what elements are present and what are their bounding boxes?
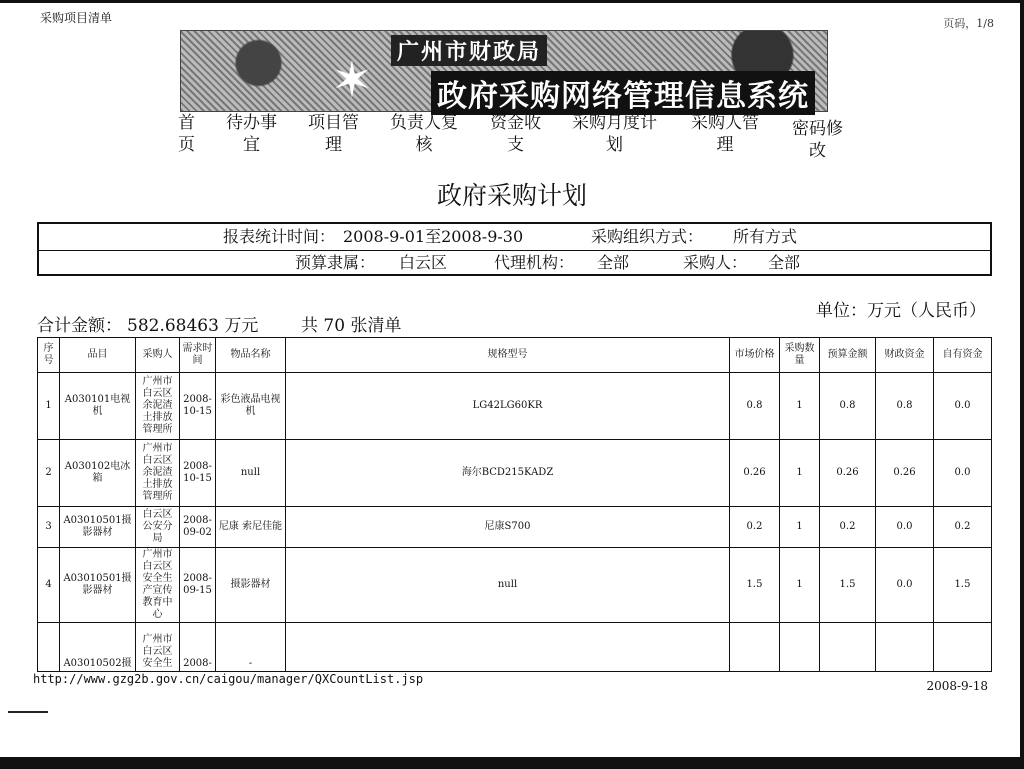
total-label: 合计金额：	[37, 316, 122, 336]
cell-date: 2008-09-02	[180, 507, 216, 548]
scan-border-top	[0, 0, 1024, 3]
document-title: 采购项目清单	[40, 11, 113, 25]
period-label: 报表统计时间：	[223, 227, 336, 246]
cell-item: 彩色液晶电视机	[216, 373, 286, 440]
column-header: 需求时间	[180, 338, 216, 373]
report-criteria	[37, 222, 992, 276]
column-header: 规格型号	[286, 338, 730, 373]
criteria-row-period	[39, 224, 990, 251]
table-row	[38, 623, 992, 672]
cell-price	[730, 623, 780, 672]
cell-date: 2008-10-15	[180, 440, 216, 507]
cell-spec: null	[286, 548, 730, 623]
criteria-row-filters	[39, 250, 990, 276]
cell-qty: 1	[780, 373, 820, 440]
cell-fiscal: 0.0	[876, 507, 934, 548]
cell-buyer: 广州市白云区安全生	[136, 623, 180, 672]
table-row	[38, 440, 992, 507]
table-header-row	[38, 338, 992, 373]
column-header: 市场价格	[730, 338, 780, 373]
cell-price: 1.5	[730, 548, 780, 623]
nav-item-funds[interactable]: 资金收 支	[490, 113, 541, 155]
column-header: 序号	[38, 338, 60, 373]
table-row	[38, 373, 992, 440]
scan-mark	[8, 711, 48, 713]
cell-spec	[286, 623, 730, 672]
cell-index: 2	[38, 440, 60, 507]
nav-item-todo[interactable]: 待办事 宜	[226, 113, 277, 155]
cell-item: -	[216, 623, 286, 672]
cell-fiscal: 0.0	[876, 548, 934, 623]
cell-own: 0.0	[934, 440, 992, 507]
cell-index: 4	[38, 548, 60, 623]
nav-item-buyer-management[interactable]: 采购人管 理	[691, 113, 759, 155]
cell-date: 2008-09-15	[180, 548, 216, 623]
cell-spec: 海尔BCD215KADZ	[286, 440, 730, 507]
column-header: 财政资金	[876, 338, 934, 373]
cell-budget	[820, 623, 876, 672]
cell-fiscal: 0.8	[876, 373, 934, 440]
cell-item: null	[216, 440, 286, 507]
cell-qty: 1	[780, 507, 820, 548]
cell-category: A030101电视机	[60, 373, 136, 440]
column-header: 预算金额	[820, 338, 876, 373]
method-label: 采购组织方式：	[591, 227, 704, 246]
method-value: 所有方式	[733, 227, 798, 246]
column-header: 物品名称	[216, 338, 286, 373]
cell-category: A03010502摄	[60, 623, 136, 672]
cell-price: 0.8	[730, 373, 780, 440]
budget-value: 白云区	[399, 253, 448, 272]
nav-item-password[interactable]: 密码修 改	[792, 119, 843, 161]
cell-qty: 1	[780, 440, 820, 507]
cell-category: A03010501摄影器材	[60, 548, 136, 623]
period-value: 2008-9-01至2008-9-30	[343, 227, 524, 246]
scan-border-bottom	[0, 757, 1024, 769]
currency-unit: 单位：万元（人民币）	[816, 301, 986, 321]
cell-spec: 尼康S700	[286, 507, 730, 548]
cell-fiscal	[876, 623, 934, 672]
cell-own: 0.2	[934, 507, 992, 548]
cell-own	[934, 623, 992, 672]
agency-label: 代理机构：	[494, 253, 575, 272]
cell-index: 1	[38, 373, 60, 440]
buyer-value: 全部	[768, 253, 801, 272]
cell-spec: LG42LG60KR	[286, 373, 730, 440]
cell-category: A03010501摄影器材	[60, 507, 136, 548]
cell-qty	[780, 623, 820, 672]
cell-date: 2008-	[180, 623, 216, 672]
cell-index: 3	[38, 507, 60, 548]
cell-fiscal: 0.26	[876, 440, 934, 507]
nav-item-projects[interactable]: 项目管 理	[308, 113, 359, 155]
budget-label: 预算隶属：	[295, 253, 376, 272]
cell-budget: 0.26	[820, 440, 876, 507]
banner-org-name: 广州市财政局	[391, 35, 547, 66]
nav-item-review[interactable]: 负责人复 核	[390, 113, 458, 155]
print-date: 2008-9-18	[926, 679, 988, 693]
cell-budget: 1.5	[820, 548, 876, 623]
nav-item-home[interactable]: 首 页	[178, 113, 195, 155]
cell-buyer: 白云区公安分局	[136, 507, 180, 548]
scan-border-right	[1020, 0, 1024, 769]
column-header: 采购数量	[780, 338, 820, 373]
cell-own: 0.0	[934, 373, 992, 440]
cell-index	[38, 623, 60, 672]
agency-value: 全部	[597, 253, 630, 272]
cell-budget: 0.2	[820, 507, 876, 548]
cell-qty: 1	[780, 548, 820, 623]
cell-buyer: 广州市白云区余泥渣土排放管理所	[136, 440, 180, 507]
cell-own: 1.5	[934, 548, 992, 623]
page-title: 政府采购计划	[436, 181, 587, 210]
column-header: 采购人	[136, 338, 180, 373]
cell-budget: 0.8	[820, 373, 876, 440]
buyer-label: 采购人：	[683, 253, 748, 272]
procurement-table	[37, 337, 992, 672]
cell-price: 0.2	[730, 507, 780, 548]
cell-item: 摄影器材	[216, 548, 286, 623]
cell-category: A030102电冰箱	[60, 440, 136, 507]
column-header: 品目	[60, 338, 136, 373]
table-row	[38, 507, 992, 548]
nav-item-monthly-plan[interactable]: 采购月度计 划	[572, 113, 657, 155]
cell-buyer: 广州市白云区余泥渣土排放管理所	[136, 373, 180, 440]
main-nav	[178, 112, 868, 162]
table-row	[38, 548, 992, 623]
column-header: 自有资金	[934, 338, 992, 373]
page-url: http://www.gzg2b.gov.cn/caigou/manager/QXCountList.jsp	[33, 672, 424, 686]
total-value: 582.68463 万元	[127, 316, 259, 336]
site-banner	[180, 30, 828, 112]
list-count: 共 70 张清单	[301, 316, 402, 336]
cell-date: 2008-10-15	[180, 373, 216, 440]
banner-system-name: 政府采购网络管理信息系统	[431, 71, 815, 115]
cell-buyer: 广州市白云区安全生产宣传教育中心	[136, 548, 180, 623]
page-number: 页码，1/8	[943, 17, 994, 30]
cell-price: 0.26	[730, 440, 780, 507]
star-logo-icon: ✶	[331, 51, 373, 109]
cell-item: 尼康 索尼佳能	[216, 507, 286, 548]
